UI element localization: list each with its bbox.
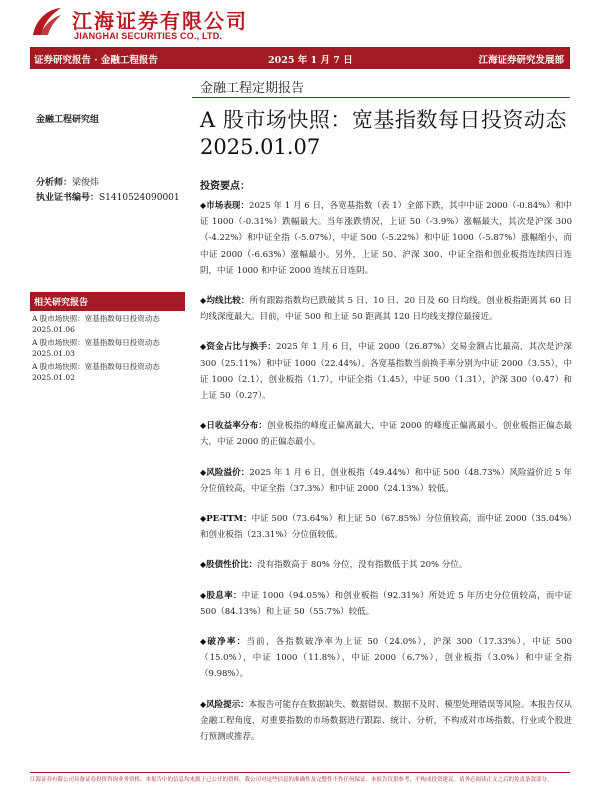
title-date: 2025.01.07 xyxy=(200,135,321,159)
report-header-bar xyxy=(30,47,570,69)
research-department: 江海证券研究发展部 xyxy=(478,55,564,66)
key-point xyxy=(200,293,572,325)
report-date: 2025 年 1 月 7 日 xyxy=(268,55,353,66)
key-points-title: 投资要点： xyxy=(200,181,250,192)
key-point xyxy=(200,557,572,573)
company-name-cn: 江海证券有限公司 xyxy=(72,9,248,33)
footer-divider xyxy=(30,772,570,773)
key-point-label: 风险提示： xyxy=(206,699,249,710)
key-point-text: 中证 500（73.64%）和上证 50（67.85%）分位值较高，而中证 2000（35.04%）和创业板指（23.31%）分位值较低。 xyxy=(200,514,573,541)
key-point-label: 破净率： xyxy=(207,637,247,648)
analyst-name: 梁俊炜 xyxy=(72,178,100,188)
company-name-en: JIANGHAI SECURITIES CO., LTD. xyxy=(74,31,223,41)
key-point-label: 资金占比与换手： xyxy=(206,342,277,353)
key-point xyxy=(200,418,572,450)
diamond-bullet-icon: ◆ xyxy=(200,296,207,306)
diamond-bullet-icon: ◆ xyxy=(200,699,207,709)
key-point-text: 中证 1000（94.05%）和创业板指（92.31%）所处近 5 年历史分位值较高，而中证 500（84.13%）和上证 50（55.7%）较低。 xyxy=(200,590,572,617)
page-title: A 股市场快照：宽基指数每日投资动态 xyxy=(200,108,567,132)
related-reports xyxy=(30,292,185,383)
key-point-text: 所有跟踪指数均已跌破其 5 日、10 日、20 日及 60 日均线。创业板指距离其 60 日均线深度最大。目前，中证 500 和上证 50 距离其 120 日均线支撑位最接近。 xyxy=(200,296,572,323)
report-category: 证券研究报告 · 金融工程报告 xyxy=(34,55,158,66)
key-point xyxy=(200,339,572,404)
key-point xyxy=(200,511,572,543)
related-reports-heading: 相关研究报告 xyxy=(30,292,185,311)
key-point-text: 没有指数高于 80% 分位，没有指数低于其 20% 分位。 xyxy=(257,560,468,571)
jianghai-logo-icon xyxy=(30,5,64,39)
related-report-link[interactable]: A 股市场快照：宽基指数每日投资动态 2025.01.02 xyxy=(32,362,160,382)
diamond-bullet-icon: ◆ xyxy=(200,590,207,600)
cert-label: 执业证书编号： xyxy=(36,193,100,203)
key-point-label: 日收益率分布： xyxy=(206,421,268,432)
divider xyxy=(192,97,570,98)
diamond-bullet-icon: ◆ xyxy=(200,637,208,647)
analyst-info xyxy=(36,176,180,206)
analyst-label: 分析师： xyxy=(36,178,73,188)
key-point-text: 创业板指的峰度正偏离最大，中证 2000 的峰度正偏离最小。创业板指正偏态最大，中证 2000 的正偏态最小。 xyxy=(200,421,572,448)
related-report-link[interactable]: A 股市场快照：宽基指数每日投资动态 2025.01.06 xyxy=(32,314,160,334)
key-point xyxy=(200,588,572,620)
key-point-label: 市场表现： xyxy=(206,201,250,211)
related-report-link[interactable]: A 股市场快照：宽基指数每日投资动态 2025.01.03 xyxy=(32,338,160,358)
key-point-text: 2025 年 1 月 6 日，各宽基指数（表 1）全部下跌，其中中证 2000（-0.84%）和中证 1000（-0.31%）跌幅最大。当年涨跌情况，上证 50（-3.9%）涨幅最大，其次是沪深 300（-4.22%）和中证全指（-5.07%），中证 500（-5.22%）和中证 1000（-5.87%）涨幅缩小，而中证 2000（-6.63%）涨幅最小。另外，上证 50、沪深 300、中证全指和创业板指连续四日连阴，中证 1000 和中证 2000 连续五日连阴。 xyxy=(200,201,572,276)
key-point-label: PE-TTM： xyxy=(206,514,252,525)
key-point-label: 均线比较： xyxy=(206,296,250,307)
key-point xyxy=(200,465,572,497)
diamond-bullet-icon: ◆ xyxy=(200,201,207,210)
key-point-text: 2025 年 1 月 6 日，创业板指（49.44%）和中证 500（48.73%）风险溢价近 5 年分位值较高，中证全指（37.3%）和中证 2000（24.13%）较低。 xyxy=(200,467,572,494)
diamond-bullet-icon: ◆ xyxy=(200,560,207,570)
key-point-text: 当前，各指数破净率为上证 50（24.0%），沪深 300（17.33%），中证 500（15.0%），中证 1000（11.8%），中证 2000（6.7%），创业板指（3.0%）和中证全指（9.98%）。 xyxy=(200,637,572,680)
disclaimer: 江海证券有限公司具备证券投资咨询业务资格。本报告中的信息均来源于已公开的资料，我公司对这些信息的准确性及完整性不作任何保证。本报告仅供参考，不构成投资建议。请务必阅读正文之后的免责条款部分。 xyxy=(30,777,553,783)
key-point-label: 股息率： xyxy=(206,590,242,601)
report-type: 金融工程定期报告 xyxy=(200,81,305,96)
key-point-text: 2025 年 1 月 6 日，中证 2000（26.87%）交易金额占比最高，其次是沪深 300（25.11%）和中证 1000（22.44%）。各宽基指数当前换手率分别为中证 2000（3.55），中证 1000（2.1），创业板指（1.7），中证全指（1.45），中证 500（1.31），沪深 300（0.47）和上证 50（0.27）。 xyxy=(200,342,572,402)
key-point xyxy=(200,697,572,746)
key-point-label: 风险溢价： xyxy=(206,467,250,478)
key-point-label: 股债性价比： xyxy=(206,560,258,571)
research-team: 金融工程研究组 xyxy=(36,115,100,125)
key-points xyxy=(200,198,572,759)
key-point xyxy=(200,198,572,279)
diamond-bullet-icon: ◆ xyxy=(200,421,207,431)
diamond-bullet-icon: ◆ xyxy=(200,514,207,524)
key-point-text: 本报告可能存在数据缺失、数据错误、数据不及时、模型处理错误等风险。本报告仅从金融工程角度，对重要指数的市场数据进行跟踪、统计、分析，不构成对市场指数、行业或个股进行预测或推荐。 xyxy=(200,699,572,743)
key-point xyxy=(200,634,572,683)
diamond-bullet-icon: ◆ xyxy=(200,342,207,352)
cert-number: S1410524090001 xyxy=(99,193,180,203)
diamond-bullet-icon: ◆ xyxy=(200,467,207,477)
